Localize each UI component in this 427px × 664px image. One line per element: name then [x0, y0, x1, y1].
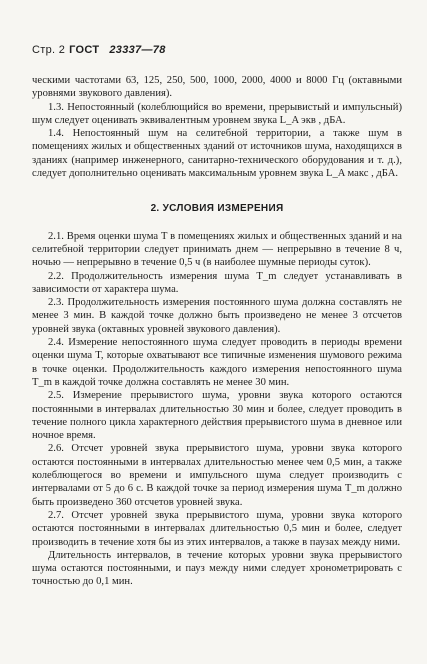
paragraph-1-4: 1.4. Непостоянный шум на селитебной территории, а также шум в помещениях жилых и общественных зданий от источников шума, находящихся в зданиях (например инженерного, санитарно-технического оборудования и т. д.), следует дополнительно оценивать максимальным уровнем звука L_A макс , дБА.	[32, 128, 402, 180]
paragraph-2-6: 2.6. Отсчет уровней звука прерывистого шума, уровни звука которого остаются постоянными в интервалах длительностью менее чем 0,5 мин, а также колеблющегося во времени и импульсного шума следует производить с интервалами от 5 до 6 с. В каждой точке за период измерения шума T_m должно быть произведено 360 отсчетов уровней звука.	[32, 443, 402, 508]
paragraph-1-2-continued: ческими частотами 63, 125, 250, 500, 1000, 2000, 4000 и 8000 Гц (октавными уровнями звукового давления).	[32, 75, 402, 100]
document-body	[32, 74, 402, 589]
paragraph-2-3: 2.3. Продолжительность измерения постоянного шума должна составлять не менее 3 мин. В каждой точке должно быть произведено не менее 3 отсчетов уровней звука (октавных уровней звукового давления).	[32, 297, 402, 335]
page-header	[32, 44, 166, 56]
paragraph-2-2: 2.2. Продолжительность измерения шума T_m следует устанавливать в зависимости от характера шума.	[32, 270, 402, 295]
paragraph-2-1: 2.1. Время оценки шума T в помещениях жилых и общественных зданий и на селитебной территории следует принимать днем — непрерывно в течение 8 ч, ночью — непрерывно в течение 0,5 ч (в наиболее шумные периоды суток).	[32, 230, 402, 269]
paragraph-2-7: 2.7. Отсчет уровней звука прерывистого шума, уровни звука которого остаются постоянными в интервалах длительностью 0,5 мин и более, следует производить в течение хотя бы из этих интервалов, а также в паузах между ними.	[32, 509, 402, 548]
paragraph-1-3: 1.3. Непостоянный (колеблющийся во времени, прерывистый и импульсный) шум следует оценивать эквивалентным уровнем звука L_A экв , дБА.	[32, 101, 402, 126]
paragraph-2-5: 2.5. Измерение прерывистого шума, уровни звука которого остаются постоянными в интервалах длительностью 30 мин и более, следует проводить в течение полного цикла характерного действия прерывистого шума в дневное или ночное время.	[32, 390, 402, 442]
paragraph-2-7-continued: Длительность интервалов, в течение которых уровни звука прерывистого шума остаются постоянными, и пауз между ними следует хронометрировать с точностью до 0,1 мин.	[32, 549, 402, 588]
paragraph-2-4: 2.4. Измерение непостоянного шума следует проводить в периоды времени оценки шума T, которые охватывают все типичные изменения шумового режима в точке оценки. Продолжительность каждого измерения непостоянного шума T_m в каждой точке должна составлять не менее 30 мин.	[32, 337, 402, 388]
standard-number: 23337—78	[109, 44, 166, 56]
section-title: 2. УСЛОВИЯ ИЗМЕРЕНИЯ	[150, 203, 284, 215]
gost-label: ГОСТ	[69, 44, 100, 56]
page-label: Стр. 2	[32, 44, 66, 56]
